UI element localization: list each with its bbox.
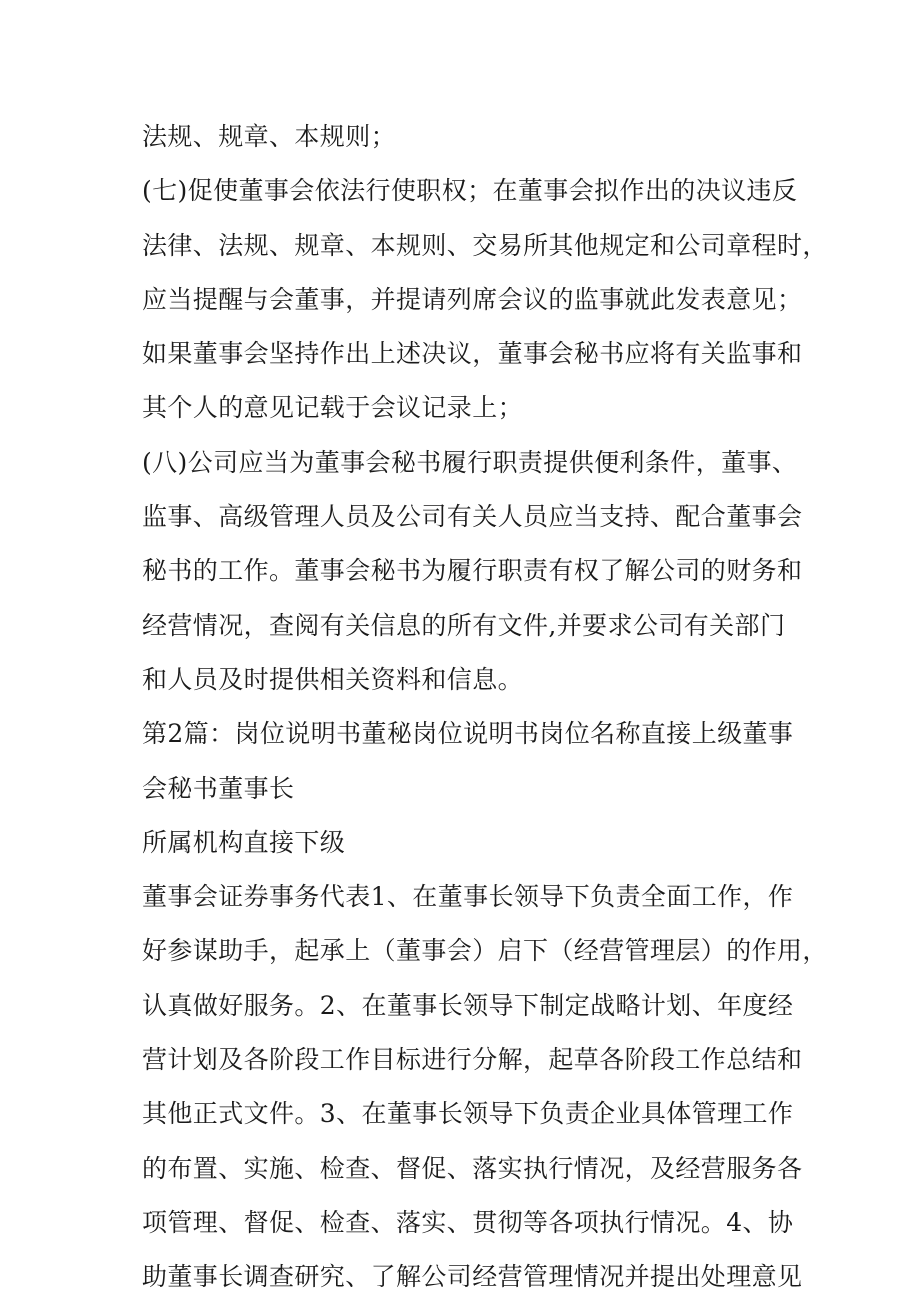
text-line: 经营情况，查阅有关信息的所有文件,并要求公司有关部门 (142, 610, 786, 640)
text-line: 助董事长调查研究、了解公司经营管理情况并提出处理意见 (142, 1262, 803, 1292)
text-line: 应当提醒与会董事，并提请列席会议的监事就此发表意见； (142, 284, 803, 314)
text-line: 法律、法规、规章、本规则、交易所其他规定和公司章程时， (142, 230, 828, 260)
text-line: 其个人的意见记载于会议记录上； (142, 393, 524, 423)
text-line: 其他正式文件。3、在董事长领导下负责企业具体管理工作 (142, 1099, 794, 1129)
section-heading-line: 第2篇：岗位说明书董秘岗位说明书岗位名称直接上级董事 (142, 719, 794, 749)
section-heading-line: 会秘书董事长 (142, 773, 295, 803)
text-line: 秘书的工作。董事会秘书为履行职责有权了解公司的财务和 (142, 556, 803, 586)
text-line: (八)公司应当为董事会秘书履行职责提供便利条件，董事、 (142, 447, 798, 477)
text-line: 营计划及各阶段工作目标进行分解，起草各阶段工作总结和 (142, 1045, 803, 1075)
text-line: 监事、高级管理人员及公司有关人员应当支持、配合董事会 (142, 502, 803, 532)
text-line: 法规、规章、本规则； (142, 122, 397, 151)
text-line: 董事会证券事务代表1、在董事长领导下负责全面工作，作 (142, 882, 794, 912)
text-line: (七)促使董事会依法行使职权；在董事会拟作出的决议违反 (142, 176, 798, 206)
text-line: 如果董事会坚持作出上述决议，董事会秘书应将有关监事和 (142, 339, 803, 369)
text-line: 认真做好服务。2、在董事长领导下制定战略计划、年度经 (142, 990, 794, 1020)
text-line: 好参谋助手，起承上（董事会）启下（经营管理层）的作用， (142, 936, 828, 966)
text-line: 项管理、督促、检查、落实、贯彻等各项执行情况。4、协 (142, 1207, 794, 1237)
text-line: 和人员及时提供相关资料和信息。 (142, 664, 524, 694)
document-body (142, 110, 828, 1305)
text-line: 所属机构直接下级 (142, 827, 346, 857)
text-line: 的布置、实施、检查、督促、落实执行情况，及经营服务各 (142, 1153, 803, 1183)
